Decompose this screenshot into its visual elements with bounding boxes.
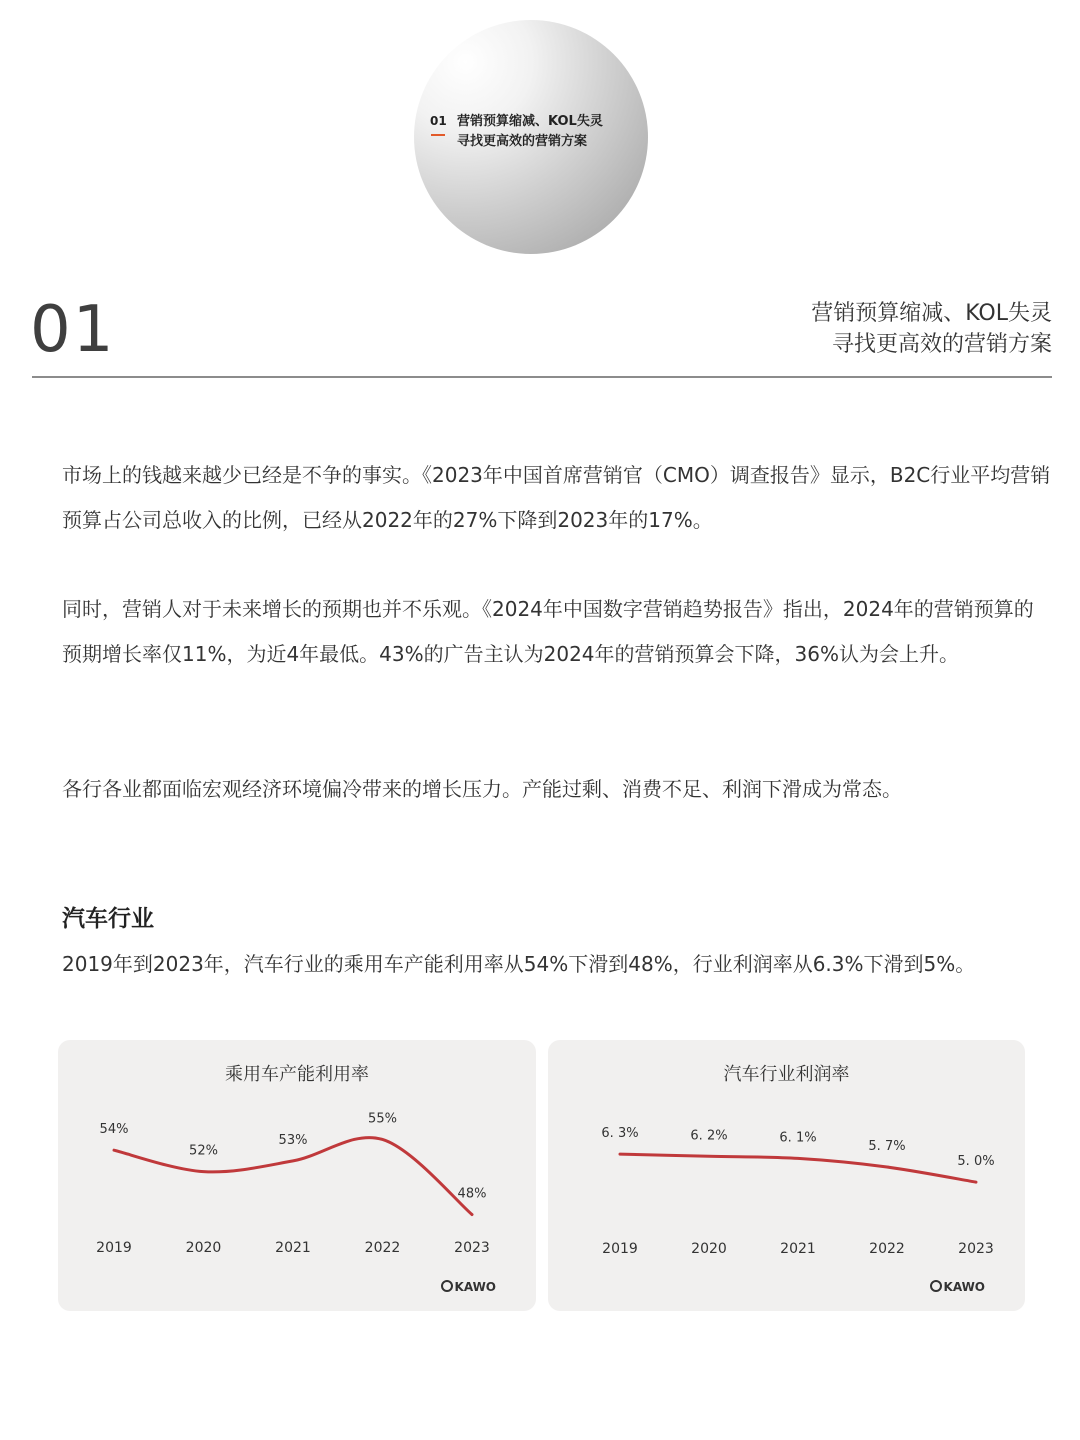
series-line <box>620 1154 976 1182</box>
header-title-line2: 寻找更高效的营销方案 <box>831 332 1052 357</box>
x-tick-label: 2022 <box>364 1240 401 1256</box>
x-tick-label: 2023 <box>454 1240 490 1256</box>
data-label: 6. 1% <box>779 1130 817 1146</box>
data-label: 54% <box>99 1122 129 1138</box>
header-title <box>811 298 1052 360</box>
paragraph-expectation: 同时，营销人对于未来增长的预期也并不乐观。《2024年中国数字营销趋势报告》指出，2024年的营销预算的预期增长率仅11%，为近4年最低。43%的广告主认为2024年的营销预算会下降，36%认为会上升。 <box>62 597 1034 666</box>
x-tick-label: 2020 <box>691 1241 727 1257</box>
brand-icon <box>441 1280 453 1292</box>
chart-profit-svg <box>548 1040 1025 1311</box>
cover-title-line1: 营销预算缩减、KOL失灵 <box>457 114 603 129</box>
section-number: 01 <box>30 293 116 367</box>
data-label: 48% <box>457 1186 487 1202</box>
brand-logo <box>441 1280 496 1294</box>
data-label: 5. 0% <box>957 1154 995 1170</box>
chart-title: 乘用车产能利用率 <box>225 1064 369 1085</box>
paragraph-budget: 市场上的钱越来越少已经是不争的事实。《2023年中国首席营销官（CMO）调查报告》显示，B2C行业平均营销预算占公司总收入的比例，已经从2022年的27%下降到2023年的17%。 <box>62 463 1051 532</box>
chart-capacity-panel <box>58 1040 536 1311</box>
data-label: 6. 2% <box>690 1128 728 1144</box>
header-title-line1: 营销预算缩减、KOL失灵 <box>811 301 1052 326</box>
brand-name: KAWO <box>454 1280 496 1294</box>
chart-capacity-svg <box>58 1040 536 1311</box>
section-text: 2019年到2023年，汽车行业的乘用车产能利用率从54%下滑到48%，行业利润率从6.3%下滑到5%。 <box>62 952 976 976</box>
brand-icon <box>930 1280 942 1292</box>
cover-underline <box>431 134 445 136</box>
chart-profit-panel <box>548 1040 1025 1311</box>
x-tick-label: 2022 <box>869 1241 905 1257</box>
cover-number: 01 <box>430 114 447 128</box>
data-label: 5. 7% <box>868 1139 906 1155</box>
brand-name: KAWO <box>943 1280 985 1294</box>
series-line <box>114 1138 472 1215</box>
header-divider <box>32 376 1052 378</box>
x-tick-label: 2019 <box>602 1241 638 1257</box>
data-label: 6. 3% <box>601 1126 639 1142</box>
brand-logo <box>930 1280 985 1294</box>
x-tick-label: 2021 <box>780 1241 816 1257</box>
data-label: 55% <box>368 1111 397 1127</box>
x-tick-label: 2023 <box>958 1241 994 1257</box>
cover-title <box>457 112 603 152</box>
data-label: 53% <box>278 1132 308 1148</box>
x-tick-label: 2019 <box>96 1240 132 1256</box>
paragraph-pressure: 各行各业都面临宏观经济环境偏冷带来的增长压力。产能过剩、消费不足、利润下滑成为常态。 <box>62 777 902 801</box>
chart-title: 汽车行业利润率 <box>723 1064 850 1085</box>
data-label: 52% <box>189 1143 218 1159</box>
section-title: 汽车行业 <box>62 906 154 932</box>
cover-title-line2: 寻找更高效的营销方案 <box>457 134 588 149</box>
x-tick-label: 2021 <box>275 1240 311 1256</box>
x-tick-label: 2020 <box>185 1240 222 1256</box>
